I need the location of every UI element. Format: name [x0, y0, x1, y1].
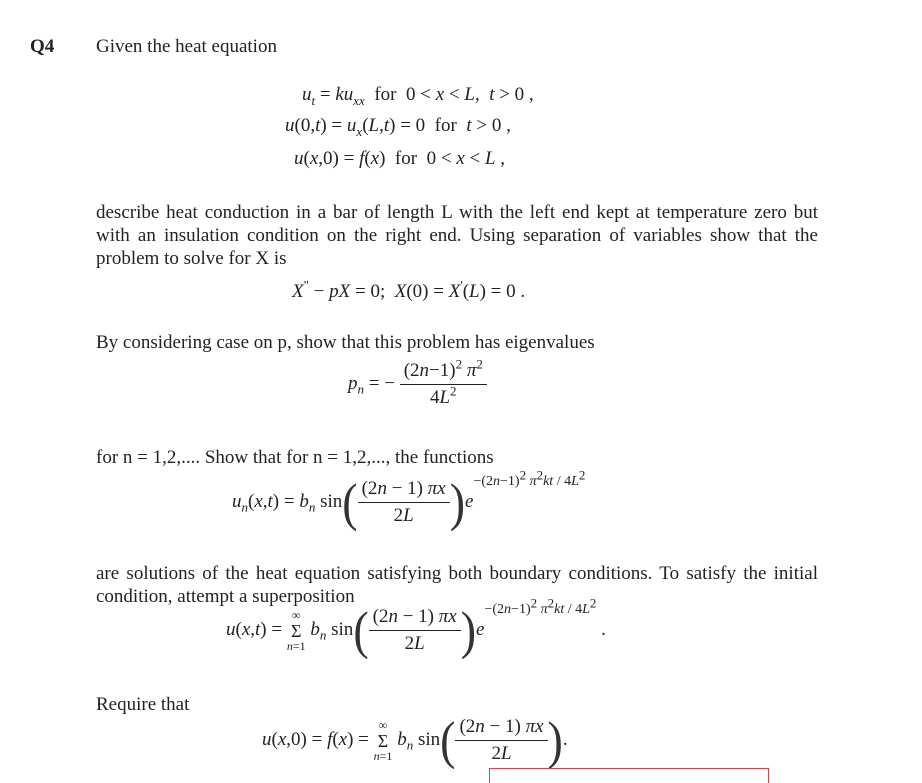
- superposition-formula: u(x,t) = ∞ Σ n=1 $b_n$ sin( $\frac{(2n - 1) \pi x}{2L}$ )$e^{-(2n-1)^2 \pi^2kt / 4L^2}$ .: [226, 595, 606, 660]
- paragraph-eigenvalues: By considering case on p, show that this problem has eigenvalues: [96, 332, 595, 353]
- initial-fourier-formula: u(x,0) = f(x) = ∞ Σ n=1 $b_n$ sin( $\frac{(2n - 1) \pi x}{2L}$ ).: [262, 710, 568, 770]
- initial-condition-line: u(x,0) = f(x) for 0 < x < L ,: [294, 148, 506, 169]
- paragraph-functions: for n = 1,2,.... Show that for n = 1,2,..., the functions: [96, 447, 494, 468]
- x-eigenproblem-equation: X" − pX = 0; X(0) = X'(L) = 0 .: [292, 277, 526, 302]
- question-intro: Given the heat equation: [96, 36, 277, 57]
- question-number: Q4: [30, 36, 55, 57]
- red-highlight-box: [489, 768, 769, 783]
- eigenfunction-formula: $u_n(x,t) = b_n$ sin( $\frac{(2n - 1) \pi x}{2L}$ )$e^{-(2n-1)^2 \pi^2kt / 4L^2}$: [232, 467, 586, 532]
- eigenvalue-formula: $p_n$ = − $\frac{(2n-1)^2 \pi^2}{4L^2}$: [348, 360, 487, 409]
- paragraph-require: Require that: [96, 694, 190, 715]
- paragraph-description: describe heat conduction in a bar of length L with the left end kept at temperature zero but with an insulation condition on the right end. Using separation of variables show that the problem to solve for X is: [96, 202, 818, 269]
- heat-equation-line1: $u_t = ku_{xx}$ for 0 < x < L, t > 0 ,: [302, 84, 534, 108]
- boundary-condition-line: $u(0,t) = u_x(L,t) = 0$ for t > 0 ,: [285, 115, 511, 139]
- paragraph-superposition: are solutions of the heat equation satisfying both boundary conditions. To satisfy the initial condition, attempt a superposition: [96, 563, 818, 607]
